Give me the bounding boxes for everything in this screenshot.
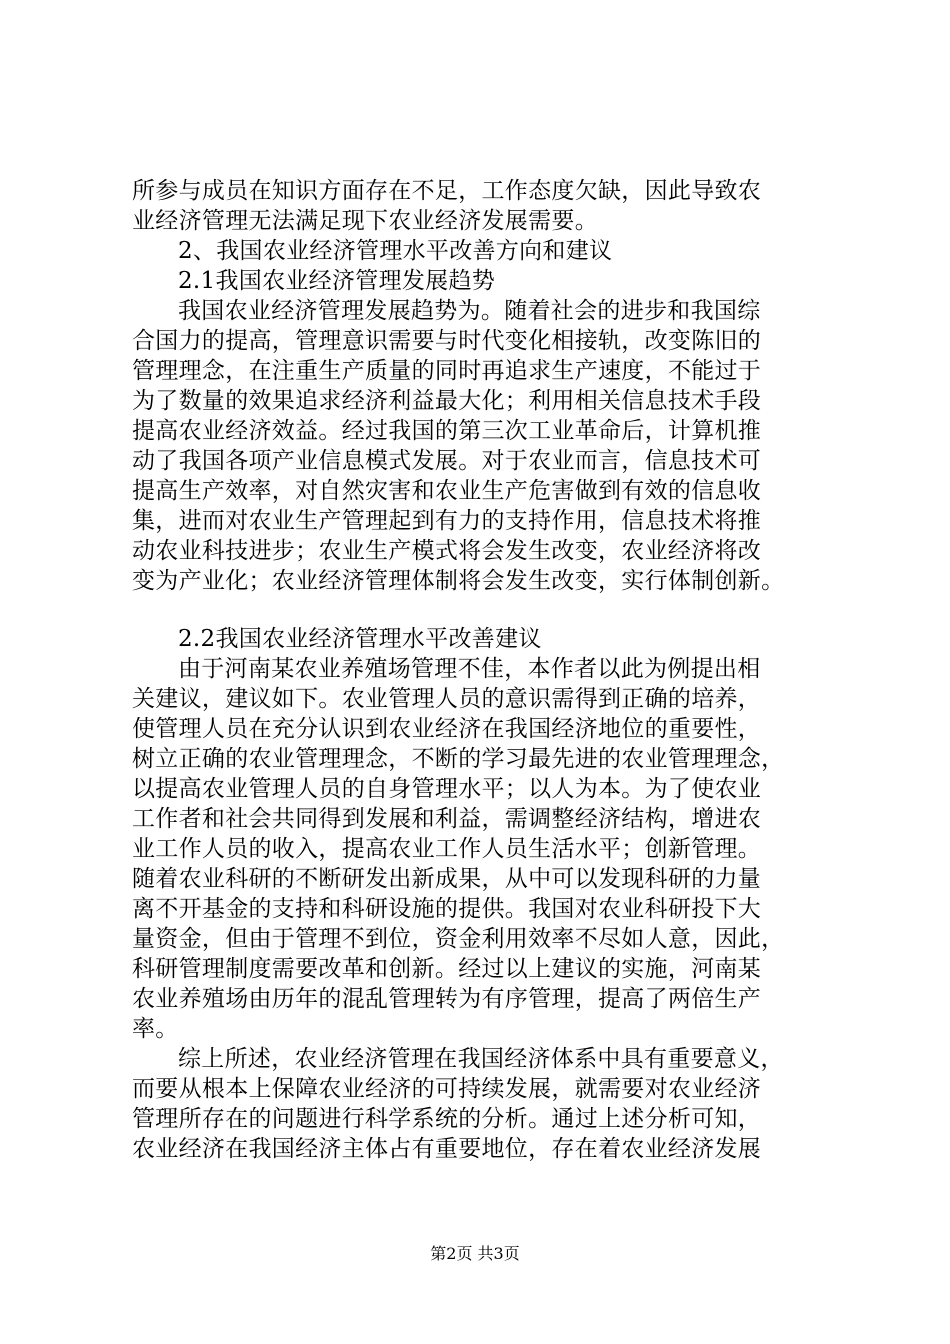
paragraph-line: 离不开基金的支持和科研设施的提供。我国对农业科研投下大 bbox=[132, 896, 762, 922]
paragraph-line: 合国力的提高，管理意识需要与时代变化相接轨，改变陈旧的 bbox=[132, 328, 762, 354]
paragraph-line: 以提高农业管理人员的自身管理水平；以人为本。为了使农业 bbox=[132, 776, 762, 802]
paragraph-line: 提高农业经济效益。经过我国的第三次工业革命后，计算机推 bbox=[132, 418, 762, 444]
paragraph-line: 动了我国各项产业信息模式发展。对于农业而言，信息技术可 bbox=[132, 448, 762, 474]
paragraph-line: 业经济管理无法满足现下农业经济发展需要。 bbox=[132, 208, 598, 234]
paragraph-line: 工作者和社会共同得到发展和利益，需调整经济结构，增进农 bbox=[132, 806, 762, 832]
subsection-heading: 2.1我国农业经济管理发展趋势 bbox=[178, 268, 496, 294]
paragraph-line: 农业经济在我国经济主体占有重要地位，存在着农业经济发展 bbox=[132, 1136, 762, 1162]
paragraph-line: 动农业科技进步；农业生产模式将会发生改变，农业经济将改 bbox=[132, 538, 762, 564]
paragraph-line: 变为产业化；农业经济管理体制将会发生改变，实行体制创新。 bbox=[132, 568, 785, 594]
paragraph-line: 量资金，但由于管理不到位，资金利用效率不尽如人意，因此， bbox=[132, 926, 785, 952]
paragraph-line: 农业养殖场由历年的混乱管理转为有序管理，提高了两倍生产 bbox=[132, 986, 762, 1012]
paragraph-line: 而要从根本上保障农业经济的可持续发展，就需要对农业经济 bbox=[132, 1076, 762, 1102]
paragraph-line: 所参与成员在知识方面存在不足，工作态度欠缺，因此导致农 bbox=[132, 178, 762, 204]
paragraph-line: 业工作人员的收入，提高农业工作人员生活水平；创新管理。 bbox=[132, 836, 762, 862]
paragraph-line: 综上所述，农业经济管理在我国经济体系中具有重要意义， bbox=[178, 1046, 784, 1072]
paragraph-line: 树立正确的农业管理理念，不断的学习最先进的农业管理理念， bbox=[132, 746, 785, 772]
page-number-footer: 第2页 共3页 bbox=[430, 1244, 520, 1263]
paragraph-line: 我国农业经济管理发展趋势为。随着社会的进步和我国综 bbox=[178, 298, 761, 324]
paragraph-line: 集，进而对农业生产管理起到有力的支持作用，信息技术将推 bbox=[132, 508, 762, 534]
paragraph-line: 随着农业科研的不断研发出新成果，从中可以发现科研的力量 bbox=[132, 866, 762, 892]
paragraph-line: 率。 bbox=[132, 1016, 179, 1042]
section-heading: 2、我国农业经济管理水平改善方向和建议 bbox=[178, 238, 613, 264]
paragraph-line: 为了数量的效果追求经济利益最大化；利用相关信息技术手段 bbox=[132, 388, 762, 414]
paragraph-spacer bbox=[132, 596, 832, 624]
document-body bbox=[132, 176, 832, 1164]
subsection-heading: 2.2我国农业经济管理水平改善建议 bbox=[178, 626, 542, 652]
paragraph-line: 使管理人员在充分认识到农业经济在我国经济地位的重要性， bbox=[132, 716, 762, 742]
paragraph-line: 管理理念，在注重生产质量的同时再追求生产速度，不能过于 bbox=[132, 358, 762, 384]
paragraph-line: 由于河南某农业养殖场管理不佳，本作者以此为例提出相 bbox=[178, 656, 761, 682]
paragraph-line: 关建议，建议如下。农业管理人员的意识需得到正确的培养， bbox=[132, 686, 762, 712]
paragraph-line: 科研管理制度需要改革和创新。经过以上建议的实施，河南某 bbox=[132, 956, 762, 982]
paragraph-line: 提高生产效率，对自然灾害和农业生产危害做到有效的信息收 bbox=[132, 478, 762, 504]
paragraph-line: 管理所存在的问题进行科学系统的分析。通过上述分析可知， bbox=[132, 1106, 762, 1132]
